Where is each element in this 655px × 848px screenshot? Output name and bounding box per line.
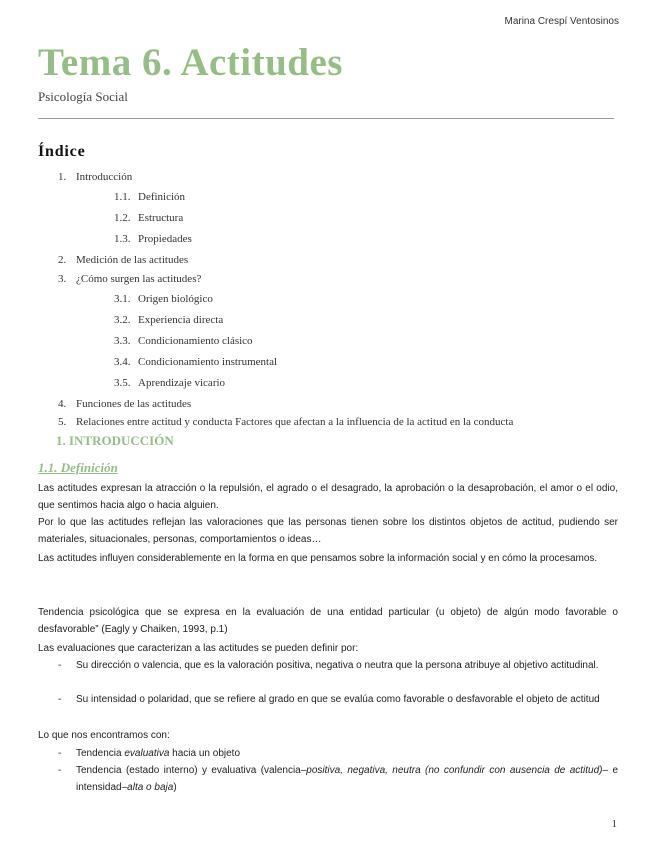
- toc-item-label: Introducción: [76, 171, 133, 183]
- page-number: 1: [611, 818, 617, 830]
- toc-item-label: Relaciones entre actitud y conducta Factores que afectan a la influencia de la actitud en la conducta: [76, 416, 514, 428]
- toc-item-label: Origen biológico: [138, 293, 213, 305]
- bullet-dash: -: [58, 748, 62, 759]
- toc-item-1-3[interactable]: [114, 233, 192, 245]
- paragraph-quote: Tendencia psicológica que se expresa en la evaluación de una entidad particular (u objeto) de algún modo favorable o desfavorable” (Eagly y Chaiken, 1993, p.1): [38, 607, 618, 635]
- toc-item-number: 1.2.: [114, 212, 131, 224]
- toc-item-number: 3.: [58, 273, 67, 285]
- toc-item-3-2[interactable]: [114, 314, 223, 326]
- toc-item-label: Funciones de las actitudes: [76, 398, 192, 410]
- bullet-dash: -: [58, 660, 62, 671]
- toc-item-1-1[interactable]: [114, 191, 185, 203]
- list-item: [58, 691, 618, 725]
- toc-item-label: Propiedades: [138, 233, 192, 245]
- subsection-heading-definicion: 1.1. Definición: [38, 460, 118, 475]
- toc-item-3-4[interactable]: [114, 356, 277, 368]
- title-divider: [38, 118, 614, 119]
- toc-item-number: 5.: [58, 416, 67, 428]
- paragraph-6: Lo que nos encontramos con:: [38, 730, 170, 741]
- toc-item-number: 3.3.: [114, 335, 131, 347]
- toc-item-3-5[interactable]: [114, 377, 225, 389]
- toc-item-3[interactable]: [58, 273, 201, 285]
- list-item: [58, 657, 618, 691]
- list-item: [58, 762, 618, 796]
- toc-item-2[interactable]: [58, 254, 188, 266]
- document-title: Tema 6. Actitudes: [38, 41, 343, 84]
- toc-item-label: Condicionamiento clásico: [138, 335, 253, 347]
- toc-item-5[interactable]: [58, 416, 513, 428]
- list-item-text: Tendencia evaluativa hacia un objeto: [76, 748, 241, 759]
- toc-item-label: ¿Cómo surgen las actitudes?: [76, 273, 202, 285]
- bullet-dash: -: [58, 694, 62, 705]
- toc-item-number: 3.1.: [114, 293, 131, 305]
- toc-heading: Índice: [38, 143, 86, 160]
- toc-item-4[interactable]: [58, 398, 191, 410]
- paragraph-2: Por lo que las actitudes reflejan las valoraciones que las personas tienen sobre los distintos objetos de actitud, pudiendo ser materiales, situacionales, personas, comportamientos o ideas…: [38, 517, 618, 545]
- toc-item-label: Experiencia directa: [138, 314, 224, 326]
- header-author: Marina Crespí Ventosinos: [504, 16, 619, 27]
- toc-item-number: 4.: [58, 398, 67, 410]
- toc-item-label: Condicionamiento instrumental: [138, 356, 278, 368]
- toc-item-number: 3.4.: [114, 356, 131, 368]
- section-heading-introduccion: 1. INTRODUCCIÓN: [56, 433, 174, 448]
- toc-item-number: 1.3.: [114, 233, 131, 245]
- toc-item-1[interactable]: [58, 171, 132, 183]
- toc-item-3-3[interactable]: [114, 335, 253, 347]
- paragraph-1: Las actitudes expresan la atracción o la repulsión, el agrado o el desagrado, la aprobación o la desaprobación, el amor o el odio, que sentimos hacia algo o hacia alguien.: [38, 483, 618, 511]
- bullet-dash: -: [58, 765, 62, 776]
- toc-item-number: 3.5.: [114, 377, 131, 389]
- toc-item-number: 1.: [58, 171, 67, 183]
- toc-item-3-1[interactable]: [114, 293, 213, 305]
- document-subtitle: Psicología Social: [38, 89, 128, 104]
- toc-item-label: Aprendizaje vicario: [138, 377, 226, 389]
- toc-item-number: 1.1.: [114, 191, 131, 203]
- paragraph-5: Las evaluaciones que caracterizan a las actitudes se pueden definir por:: [38, 643, 359, 654]
- list-item-text: Su dirección o valencia, que es la valoración positiva, negativa o neutra que la persona atribuye al objetivo actitudinal.: [76, 660, 599, 671]
- list-item-text: Su intensidad o polaridad, que se refiere al grado en que se evalúa como favorable o desfavorable el objeto de actitud: [76, 694, 600, 705]
- toc-item-number: 3.2.: [114, 314, 131, 326]
- paragraph-3: Las actitudes influyen considerablemente en la forma en que pensamos sobre la información social y en cómo la procesamos.: [38, 553, 598, 564]
- list-item-text: Tendencia (estado interno) y evaluativa (valencia–positiva, negativa, neutra (no confundir con ausencia de actitud)– e intensidad–alta o baja): [76, 765, 619, 793]
- list-item: [58, 745, 618, 762]
- toc-item-1-2[interactable]: [114, 212, 183, 224]
- toc-item-label: Definición: [138, 191, 186, 203]
- toc-item-number: 2.: [58, 254, 67, 266]
- toc-item-label: Medición de las actitudes: [76, 254, 189, 266]
- toc-item-label: Estructura: [138, 212, 184, 224]
